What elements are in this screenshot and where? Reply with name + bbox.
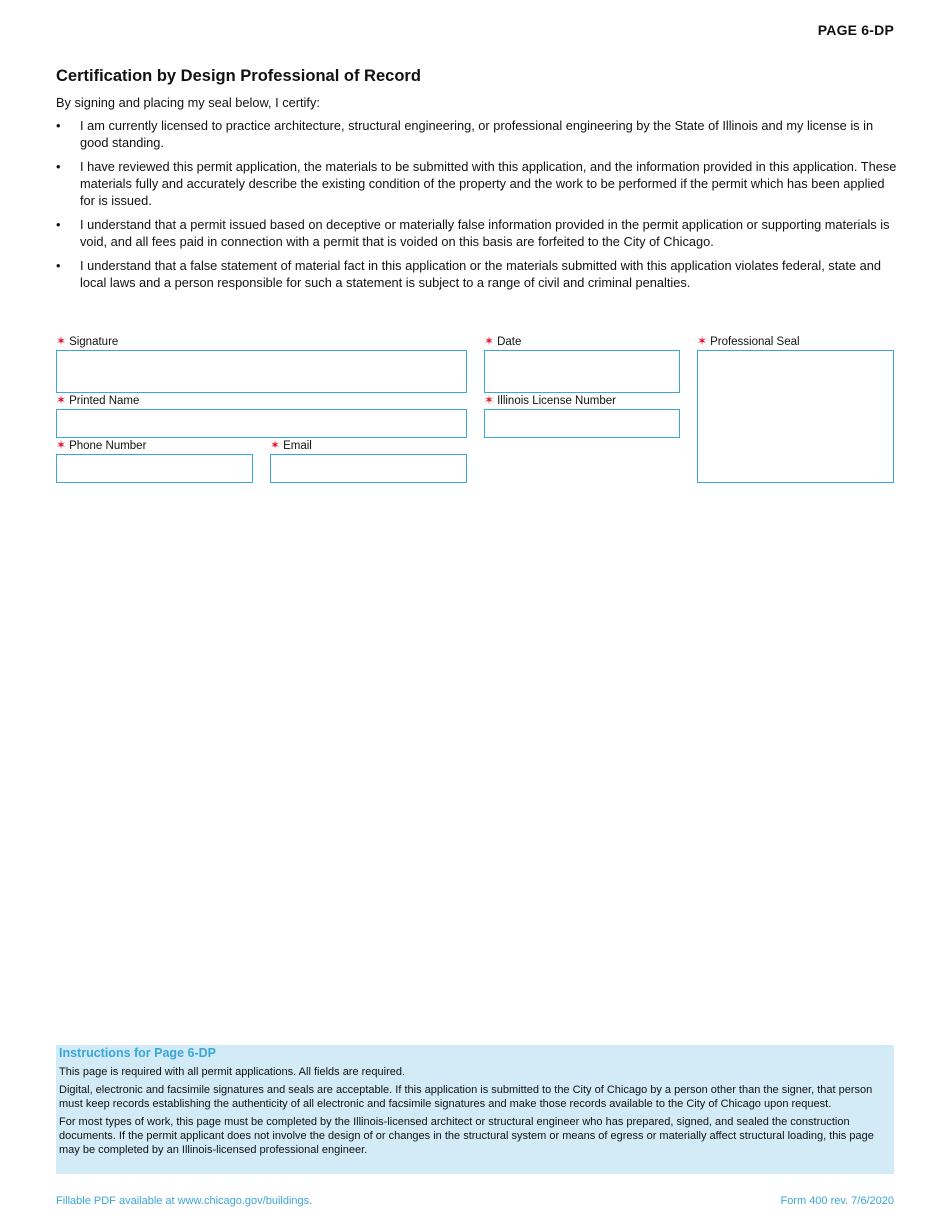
certification-list: [56, 117, 901, 298]
bullet-icon: •: [56, 217, 61, 232]
license-number-label-text: Illinois License Number: [497, 395, 616, 407]
printed-name-field[interactable]: [56, 409, 467, 438]
required-icon: ✶: [484, 393, 495, 407]
section-title: Certification by Design Professional of Record: [56, 67, 421, 85]
email-label-text: Email: [283, 440, 312, 452]
certification-item: [56, 117, 901, 151]
professional-seal-label: [697, 334, 800, 348]
bullet-icon: •: [56, 159, 61, 174]
certification-item-text: I understand that a permit issued based on deceptive or materially false information provided in the permit application or supporting materials is void, and all fees paid in connection with a permit that is voided on this basis are forfeited to the City of Chicago.: [80, 217, 890, 249]
date-label: [484, 334, 521, 348]
email-field[interactable]: [270, 454, 467, 483]
phone-number-label-text: Phone Number: [69, 440, 147, 452]
certification-intro: By signing and placing my seal below, I certify:: [56, 95, 320, 110]
instructions-panel: [56, 1045, 894, 1174]
signature-label: [56, 334, 118, 348]
instructions-paragraph: For most types of work, this page must be completed by the Illinois-licensed architect or structural engineer who has prepared, signed, and sealed the construction documents. If the permit applicant does not involve the design of or changes in the structural system or means of egress or materially affect structural loading, this page may be completed by an Illinois-licensed professional engineer.: [59, 1116, 874, 1156]
certification-item-text: I understand that a false statement of material fact in this application or the materials submitted with this application violates federal, state and local laws and a person responsible for such a statement is subject to a range of civil and criminal penalties.: [80, 258, 881, 290]
phone-number-field[interactable]: [56, 454, 253, 483]
footer-pdf-link[interactable]: Fillable PDF available at www.chicago.gov/buildings.: [56, 1195, 313, 1207]
page-number: PAGE 6-DP: [817, 22, 894, 38]
required-icon: ✶: [56, 393, 67, 407]
bullet-icon: •: [56, 258, 61, 273]
email-label: [270, 438, 312, 452]
certification-item: [56, 158, 901, 209]
date-field[interactable]: [484, 350, 680, 393]
signature-field[interactable]: [56, 350, 467, 393]
professional-seal-label-text: Professional Seal: [710, 336, 800, 348]
instructions-paragraph: This page is required with all permit applications. All fields are required.: [59, 1066, 406, 1078]
signature-label-text: Signature: [69, 336, 119, 348]
required-icon: ✶: [56, 438, 67, 452]
printed-name-label-text: Printed Name: [69, 395, 140, 407]
required-icon: ✶: [484, 334, 495, 348]
instructions-title: Instructions for Page 6-DP: [59, 1046, 216, 1060]
license-number-label: [484, 393, 616, 407]
certification-item-text: I have reviewed this permit application, the materials to be submitted with this application, and the information provided in this application. These materials fully and accurately describe the existing condition of the property and the work to be performed if the permit which has been applied for is issued.: [80, 159, 897, 208]
instructions-paragraph: Digital, electronic and facsimile signatures and seals are acceptable. If this application is submitted to the City of Chicago by a person other than the signer, that person must keep records establishing the authenticity of all electronic and facsimile signatures and make those records available to the City of Chicago upon request.: [59, 1084, 873, 1110]
footer-form-revision: Form 400 rev. 7/6/2020: [780, 1195, 894, 1207]
license-number-field[interactable]: [484, 409, 680, 438]
certification-item: [56, 257, 901, 291]
professional-seal-field[interactable]: [697, 350, 894, 483]
phone-number-label: [56, 438, 146, 452]
bullet-icon: •: [56, 118, 61, 133]
date-label-text: Date: [497, 336, 522, 348]
printed-name-label: [56, 393, 139, 407]
required-icon: ✶: [56, 334, 67, 348]
required-icon: ✶: [697, 334, 708, 348]
certification-item: [56, 216, 901, 250]
certification-item-text: I am currently licensed to practice architecture, structural engineering, or professional engineering by the State of Illinois and my license is in good standing.: [80, 118, 874, 150]
required-icon: ✶: [270, 438, 281, 452]
